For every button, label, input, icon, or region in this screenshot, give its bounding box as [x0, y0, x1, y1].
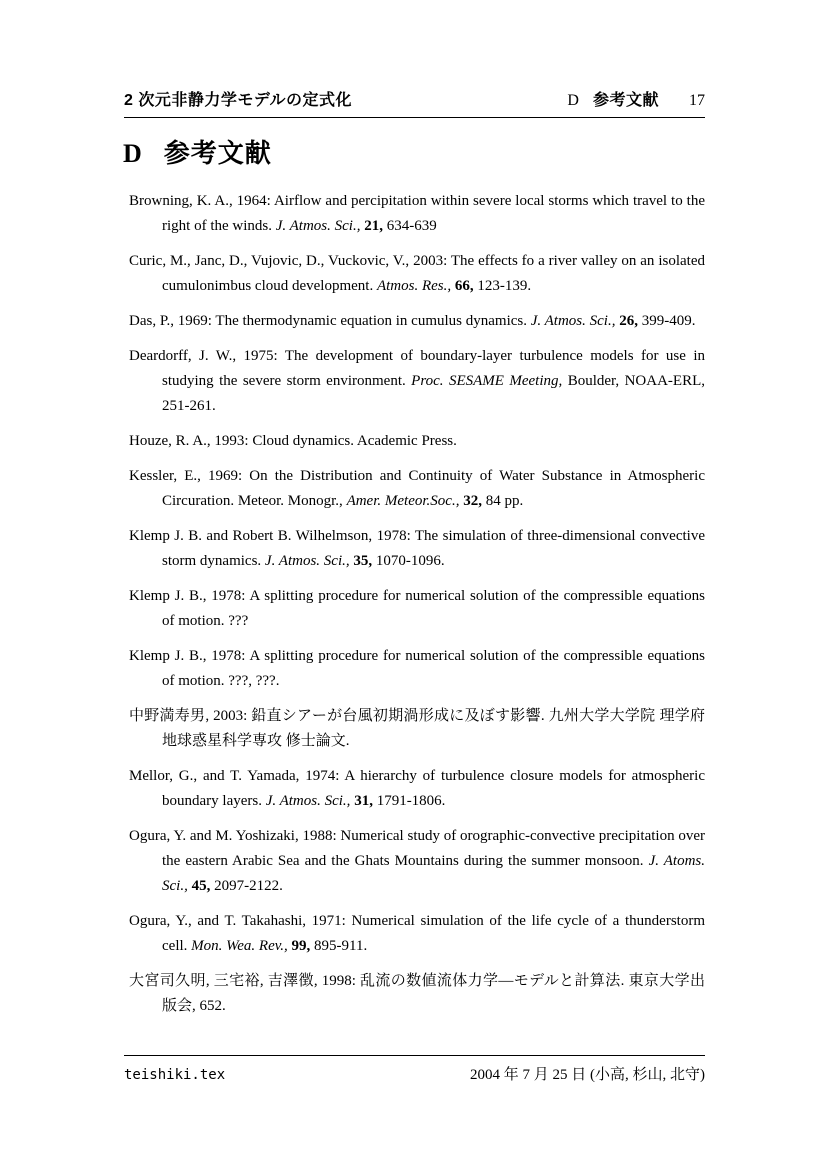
journal-name: J. Atmos. Sci., — [275, 218, 365, 234]
volume-number: 32, — [463, 493, 486, 509]
reference-entry — [129, 824, 705, 899]
volume-number: 26, — [619, 313, 642, 329]
reference-text: Mellor, G., and T. Yamada, 1974: A hierarchy of turbulence closure models for atmospheric boundary layers. — [129, 768, 705, 809]
volume-number: 35, — [353, 553, 376, 569]
section-title — [123, 136, 272, 171]
reference-entry — [129, 644, 705, 694]
reference-text: Klemp J. B., 1978: A splitting procedure for numerical solution of the compressible equations of motion. ??? — [129, 588, 705, 629]
reference-text: 中野満寿男, 2003: 鉛直シアーが台風初期渦形成に及ぼす影響. 九州大学大学院 理学府 地球惑星科学専攻 修士論文. — [129, 708, 705, 749]
page-header — [124, 87, 705, 118]
volume-number: 99, — [291, 938, 315, 954]
page-footer — [124, 1055, 705, 1084]
volume-number: 66, — [454, 278, 478, 294]
journal-name: J. Atmos. Sci., — [530, 313, 620, 329]
reference-text: 84 pp. — [485, 493, 524, 509]
reference-text: 大宮司久明, 三宅裕, 吉澤徴, 1998: 乱流の数値流体力学—モデルと計算法. 東京大学出版会, 652. — [129, 973, 705, 1014]
reference-entry — [129, 344, 705, 419]
reference-text: Klemp J. B. and Robert B. Wilhelmson, 1978: The simulation of three-dimensional convective storm dynamics. — [129, 528, 705, 569]
reference-entry — [129, 764, 705, 814]
reference-entry — [129, 464, 705, 514]
reference-entry — [129, 309, 705, 334]
reference-text: Boulder, NOAA-ERL, 251-261. — [162, 373, 705, 414]
journal-name: Amer. Meteor.Soc., — [346, 493, 464, 509]
reference-text: Ogura, Y. and M. Yoshizaki, 1988: Numerical study of orographic-convective precipitation over the eastern Arabic Sea and the Ghats Mountains during the summer monsoon. — [129, 828, 705, 869]
reference-text: 2097-2122. — [214, 878, 283, 894]
reference-text: 1070-1096. — [375, 553, 445, 569]
reference-text: Houze, R. A., 1993: Cloud dynamics. Academic Press. — [129, 433, 457, 449]
page-number: 17 — [689, 92, 705, 109]
reference-text: Klemp J. B., 1978: A splitting procedure for numerical solution of the compressible equations of motion. ???, ???. — [129, 648, 705, 689]
reference-text: 895-911. — [314, 938, 368, 954]
journal-name: J. Atoms. Sci., — [162, 853, 705, 894]
journal-name: Atmos. Res., — [376, 278, 455, 294]
section-heading-text: 参考文献 — [163, 138, 272, 168]
reference-text: Browning, K. A., 1964: Airflow and percipitation within severe local storms which travel to the right of the winds. — [129, 193, 705, 234]
header-section-reference — [567, 87, 705, 110]
reference-entry — [129, 249, 705, 299]
reference-text: 1791-1806. — [376, 793, 446, 809]
footer-filename: teishiki.tex — [124, 1067, 226, 1083]
section-label: D — [123, 139, 142, 168]
reference-entry — [129, 189, 705, 239]
volume-number: 21, — [364, 218, 387, 234]
reference-entry — [129, 584, 705, 634]
reference-entry — [129, 524, 705, 574]
volume-number: 45, — [191, 878, 215, 894]
reference-entry — [129, 909, 705, 959]
reference-entry — [129, 969, 705, 1019]
volume-number: 31, — [354, 793, 377, 809]
journal-name: Mon. Wea. Rev., — [191, 938, 292, 954]
header-section-label: D — [567, 92, 579, 109]
reference-text: 399-409. — [641, 313, 696, 329]
reference-list — [129, 189, 705, 1029]
reference-text: Deardorff, J. W., 1975: The development of boundary-layer turbulence models for use in studying the severe storm environment. — [129, 348, 705, 389]
journal-name: Proc. SESAME Meeting, — [411, 373, 568, 389]
reference-text: Das, P., 1969: The thermodynamic equation in cumulus dynamics. — [129, 313, 531, 329]
header-chapter-title: 2 次元非静力学モデルの定式化 — [124, 92, 353, 109]
journal-name: J. Atmos. Sci., — [264, 553, 354, 569]
reference-text: Kessler, E., 1969: On the Distribution and Continuity of Water Substance in Atmospheric Circuration. Meteor. Monogr., — [129, 468, 705, 509]
reference-entry — [129, 429, 705, 454]
journal-name: J. Atmos. Sci., — [265, 793, 355, 809]
reference-entry — [129, 704, 705, 754]
footer-date-authors: 2004 年 7 月 25 日 (小高, 杉山, 北守) — [470, 1067, 705, 1083]
reference-text: 634-639 — [386, 218, 437, 234]
reference-text: 123-139. — [477, 278, 532, 294]
header-section-title: 参考文献 — [592, 92, 659, 109]
reference-text: Ogura, Y., and T. Takahashi, 1971: Numerical simulation of the life cycle of a thunderstorm cell. — [129, 913, 705, 954]
reference-text: Curic, M., Janc, D., Vujovic, D., Vuckovic, V., 2003: The effects fo a river valley on an isolated cumulonimbus cloud development. — [129, 253, 705, 294]
